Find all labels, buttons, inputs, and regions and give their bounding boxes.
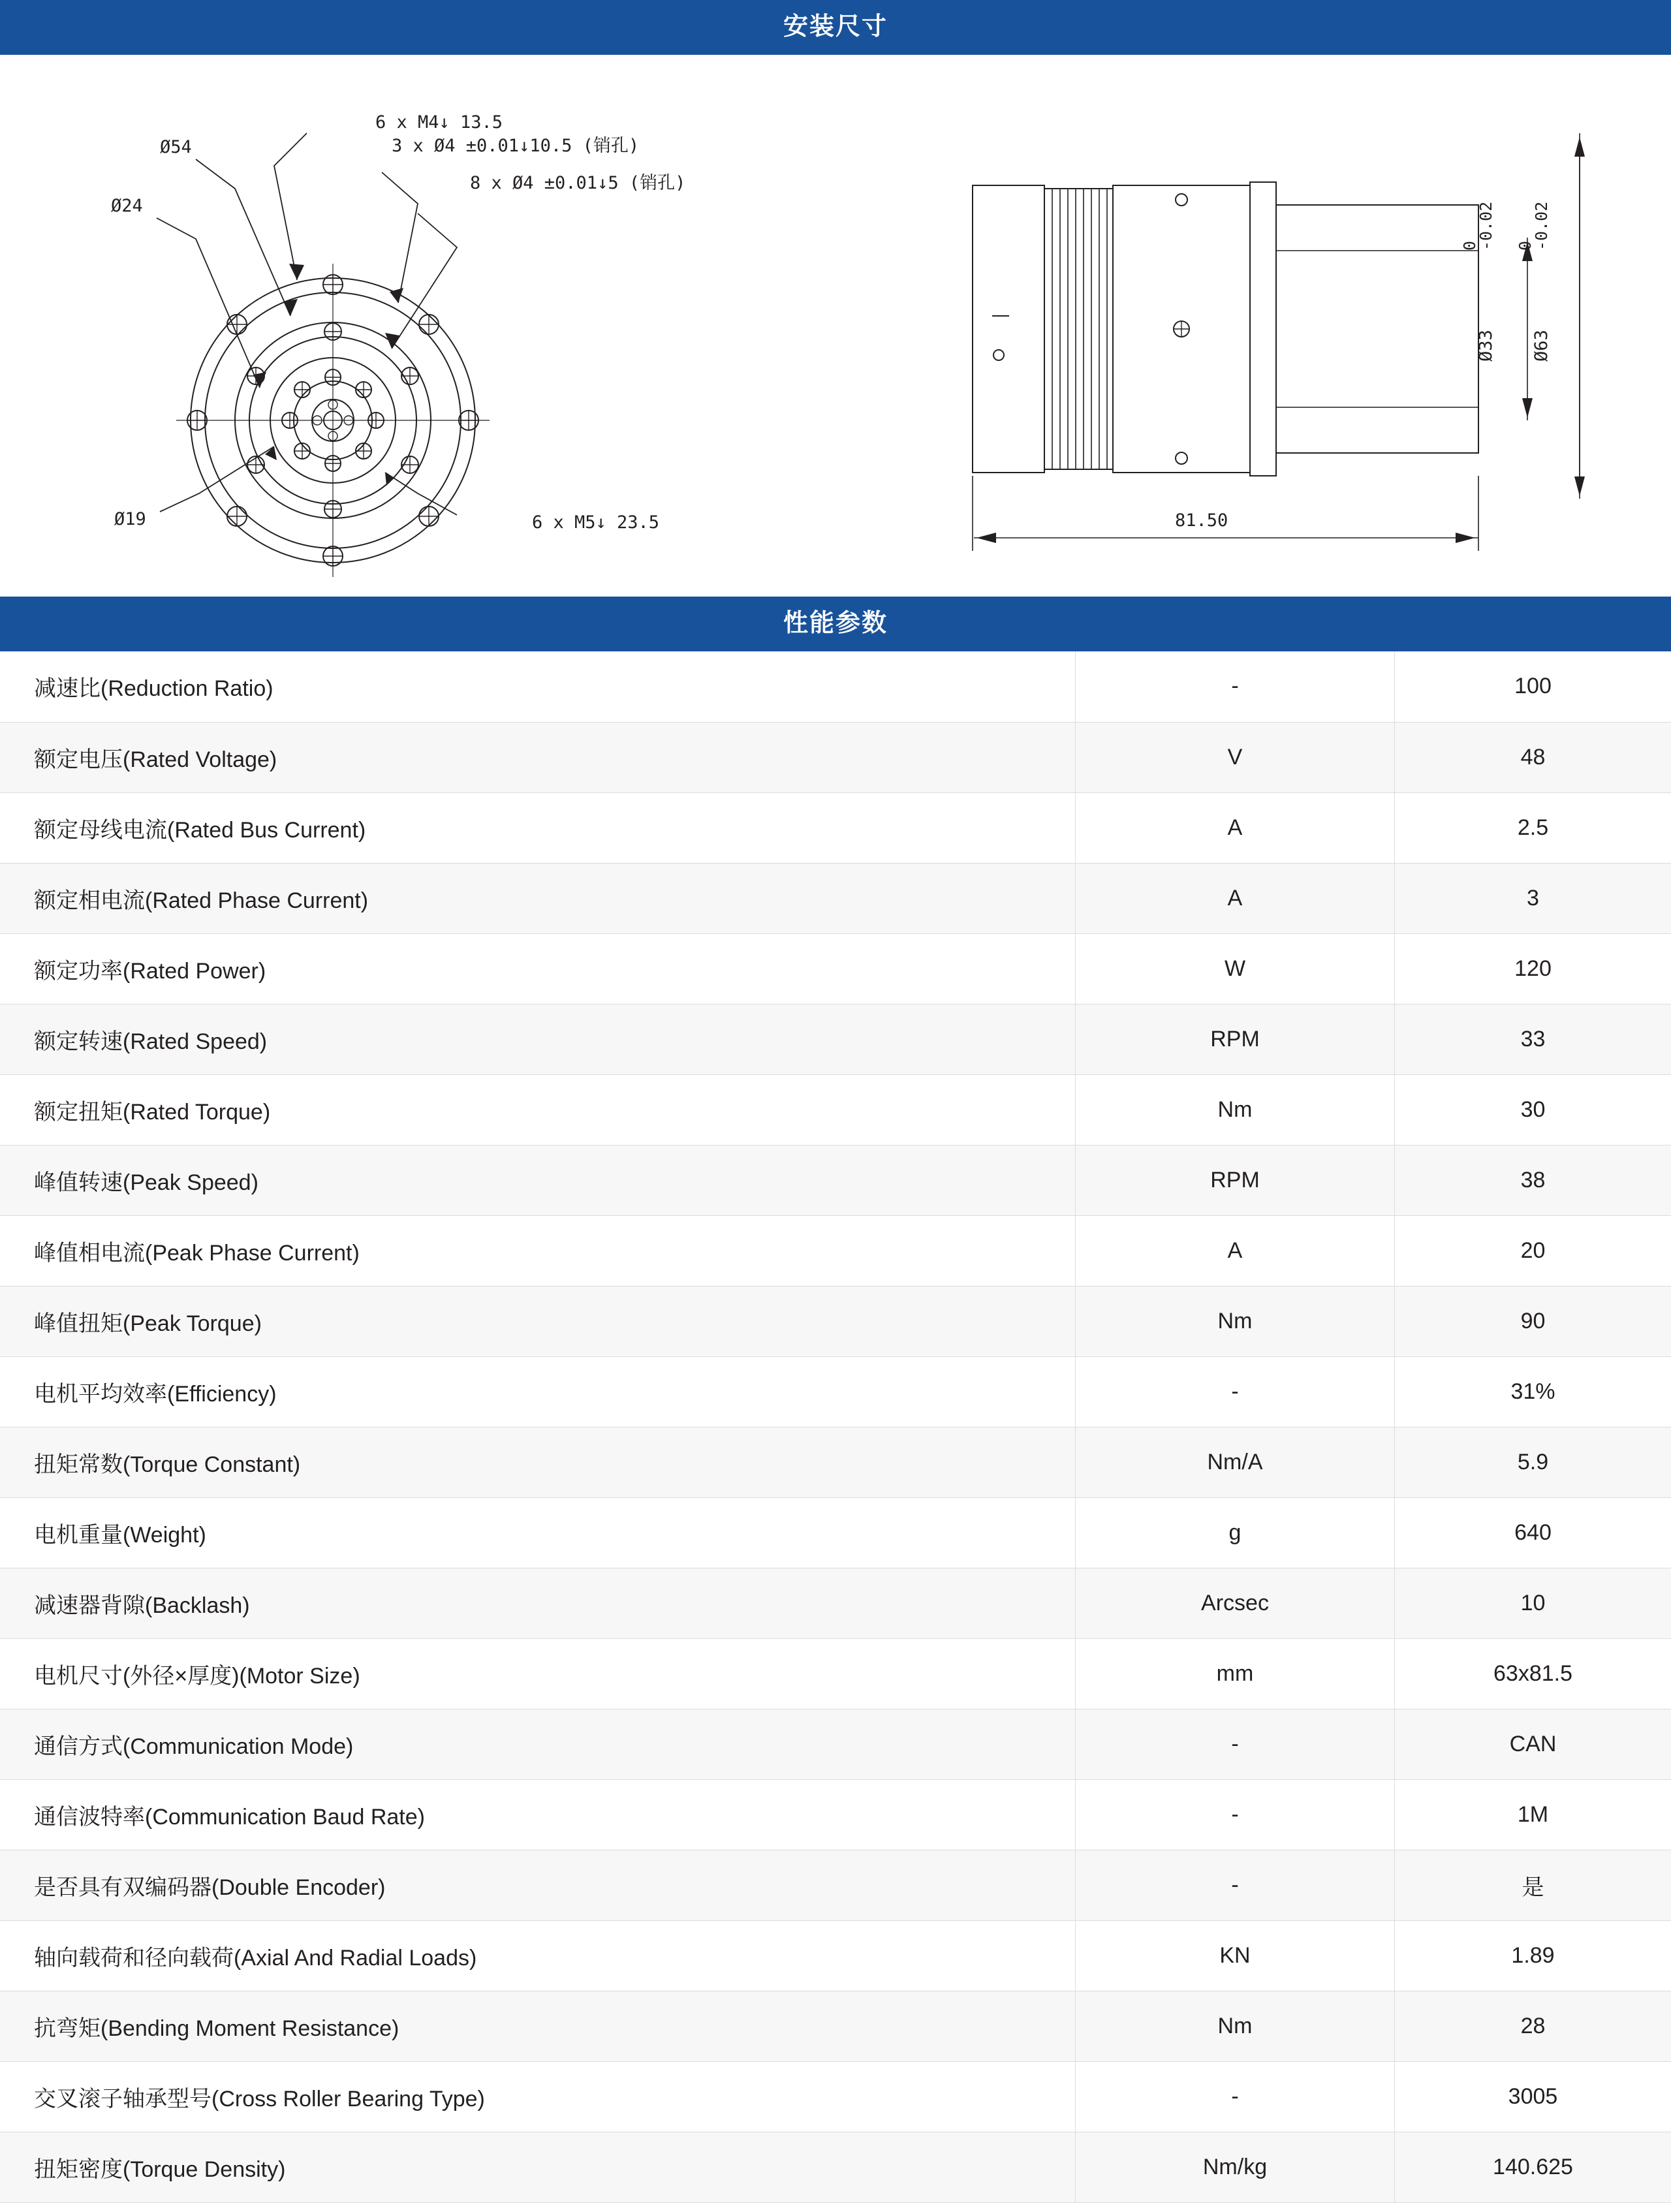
- spec-value: 3005: [1395, 2061, 1671, 2132]
- spec-unit: Nm: [1076, 1286, 1395, 1356]
- spec-value: 5.9: [1395, 1427, 1671, 1497]
- spec-unit: Arcsec: [1076, 1568, 1395, 1638]
- spec-unit: -: [1076, 2061, 1395, 2132]
- spec-unit: A: [1076, 792, 1395, 863]
- callout-pin-10-5: 3 x Ø4 ±0.01↓10.5 (销孔): [392, 136, 640, 156]
- spec-name: 减速比(Reduction Ratio): [0, 651, 1076, 722]
- callout-d24: Ø24: [111, 196, 143, 216]
- spec-name: 电机平均效率(Efficiency): [0, 1356, 1076, 1427]
- table-row: [0, 1920, 1671, 1991]
- callout-m4: 6 x M4↓ 13.5: [375, 112, 503, 132]
- label-d63: Ø63: [1531, 330, 1552, 362]
- spec-value: 是: [1395, 1850, 1671, 1920]
- spec-name: 轴向载荷和径向载荷(Axial And Radial Loads): [0, 1920, 1076, 1991]
- spec-name: 额定电压(Rated Voltage): [0, 722, 1076, 792]
- spec-value: 38: [1395, 1145, 1671, 1215]
- tol-upper-33: 0: [1460, 240, 1479, 251]
- spec-unit: A: [1076, 863, 1395, 933]
- spec-name: 电机重量(Weight): [0, 1497, 1076, 1568]
- table-row: [0, 1497, 1671, 1568]
- spec-unit: KN: [1076, 1920, 1395, 1991]
- spec-name: 额定相电流(Rated Phase Current): [0, 863, 1076, 933]
- spec-name: 扭矩密度(Torque Density): [0, 2132, 1076, 2202]
- spec-unit: -: [1076, 1709, 1395, 1779]
- spec-name: 峰值相电流(Peak Phase Current): [0, 1215, 1076, 1286]
- spec-name: 额定扭矩(Rated Torque): [0, 1074, 1076, 1145]
- table-row: [0, 651, 1671, 722]
- spec-unit: g: [1076, 1497, 1395, 1568]
- spec-name: 额定转速(Rated Speed): [0, 1004, 1076, 1074]
- callout-d19: Ø19: [114, 509, 146, 529]
- table-row: [0, 1568, 1671, 1638]
- spec-unit: Nm/kg: [1076, 2132, 1395, 2202]
- spec-value: 10: [1395, 1568, 1671, 1638]
- spec-name: 通信波特率(Communication Baud Rate): [0, 1779, 1076, 1850]
- spec-unit: RPM: [1076, 1145, 1395, 1215]
- callout-m5: 6 x M5↓ 23.5: [532, 512, 660, 533]
- spec-unit: V: [1076, 722, 1395, 792]
- spec-value: 640: [1395, 1497, 1671, 1568]
- table-row: [0, 1709, 1671, 1779]
- spec-value: 48: [1395, 722, 1671, 792]
- table-row: [0, 1215, 1671, 1286]
- spec-value: 140.625: [1395, 2132, 1671, 2202]
- performance-section-header: 性能参数: [0, 597, 1671, 651]
- front-view-drawing: [0, 55, 901, 597]
- spec-value: 120: [1395, 933, 1671, 1004]
- spec-unit: W: [1076, 933, 1395, 1004]
- spec-unit: Nm: [1076, 1074, 1395, 1145]
- spec-value: 1M: [1395, 1779, 1671, 1850]
- technical-drawings: [0, 55, 1671, 597]
- spec-unit: -: [1076, 1850, 1395, 1920]
- spec-unit: Nm: [1076, 1991, 1395, 2061]
- spec-value: 20: [1395, 1215, 1671, 1286]
- side-view-drawing: [901, 55, 1671, 597]
- spec-name: 峰值转速(Peak Speed): [0, 1145, 1076, 1215]
- spec-unit: RPM: [1076, 1004, 1395, 1074]
- spec-name: 额定母线电流(Rated Bus Current): [0, 792, 1076, 863]
- spec-value: 28: [1395, 1991, 1671, 2061]
- table-row: [0, 1991, 1671, 2061]
- table-row: [0, 1427, 1671, 1497]
- spec-name: 抗弯矩(Bending Moment Resistance): [0, 1991, 1076, 2061]
- spec-name: 交叉滚子轴承型号(Cross Roller Bearing Type): [0, 2061, 1076, 2132]
- callout-pin-5: 8 x Ø4 ±0.01↓5 (销孔): [470, 173, 686, 193]
- tol-lower-33: -0.02: [1476, 201, 1495, 251]
- label-length-81-5: 81.50: [1175, 510, 1228, 531]
- table-row: [0, 863, 1671, 933]
- spec-name: 电机尺寸(外径×厚度)(Motor Size): [0, 1638, 1076, 1709]
- spec-name: 减速器背隙(Backlash): [0, 1568, 1076, 1638]
- spec-unit: mm: [1076, 1638, 1395, 1709]
- table-row: [0, 1779, 1671, 1850]
- table-row: [0, 722, 1671, 792]
- table-row: [0, 1004, 1671, 1074]
- spec-value: 3: [1395, 863, 1671, 933]
- spec-name: 是否具有双编码器(Double Encoder): [0, 1850, 1076, 1920]
- table-row: [0, 2132, 1671, 2202]
- spec-value: CAN: [1395, 1709, 1671, 1779]
- table-row: [0, 1145, 1671, 1215]
- spec-unit: Nm/A: [1076, 1427, 1395, 1497]
- spec-unit: -: [1076, 1356, 1395, 1427]
- spec-value: 31%: [1395, 1356, 1671, 1427]
- spec-value: 30: [1395, 1074, 1671, 1145]
- performance-spec-table: [0, 651, 1671, 2203]
- spec-name: 额定功率(Rated Power): [0, 933, 1076, 1004]
- tol-lower-63: -0.02: [1532, 201, 1551, 251]
- spec-value: 63x81.5: [1395, 1638, 1671, 1709]
- table-row: [0, 1850, 1671, 1920]
- table-row: [0, 1638, 1671, 1709]
- spec-value: 90: [1395, 1286, 1671, 1356]
- table-row: [0, 2061, 1671, 2132]
- label-d33: Ø33: [1476, 330, 1496, 362]
- table-row: [0, 933, 1671, 1004]
- spec-value: 100: [1395, 651, 1671, 722]
- spec-value: 2.5: [1395, 792, 1671, 863]
- table-row: [0, 1286, 1671, 1356]
- spec-unit: -: [1076, 651, 1395, 722]
- spec-unit: -: [1076, 1779, 1395, 1850]
- spec-unit: A: [1076, 1215, 1395, 1286]
- spec-name: 通信方式(Communication Mode): [0, 1709, 1076, 1779]
- spec-name: 扭矩常数(Torque Constant): [0, 1427, 1076, 1497]
- tol-upper-63: 0: [1516, 240, 1535, 251]
- dimensions-section-header: 安装尺寸: [0, 0, 1671, 55]
- callout-d54: Ø54: [160, 137, 192, 157]
- spec-name: 峰值扭矩(Peak Torque): [0, 1286, 1076, 1356]
- table-row: [0, 1074, 1671, 1145]
- table-row: [0, 1356, 1671, 1427]
- spec-value: 1.89: [1395, 1920, 1671, 1991]
- spec-value: 33: [1395, 1004, 1671, 1074]
- table-row: [0, 792, 1671, 863]
